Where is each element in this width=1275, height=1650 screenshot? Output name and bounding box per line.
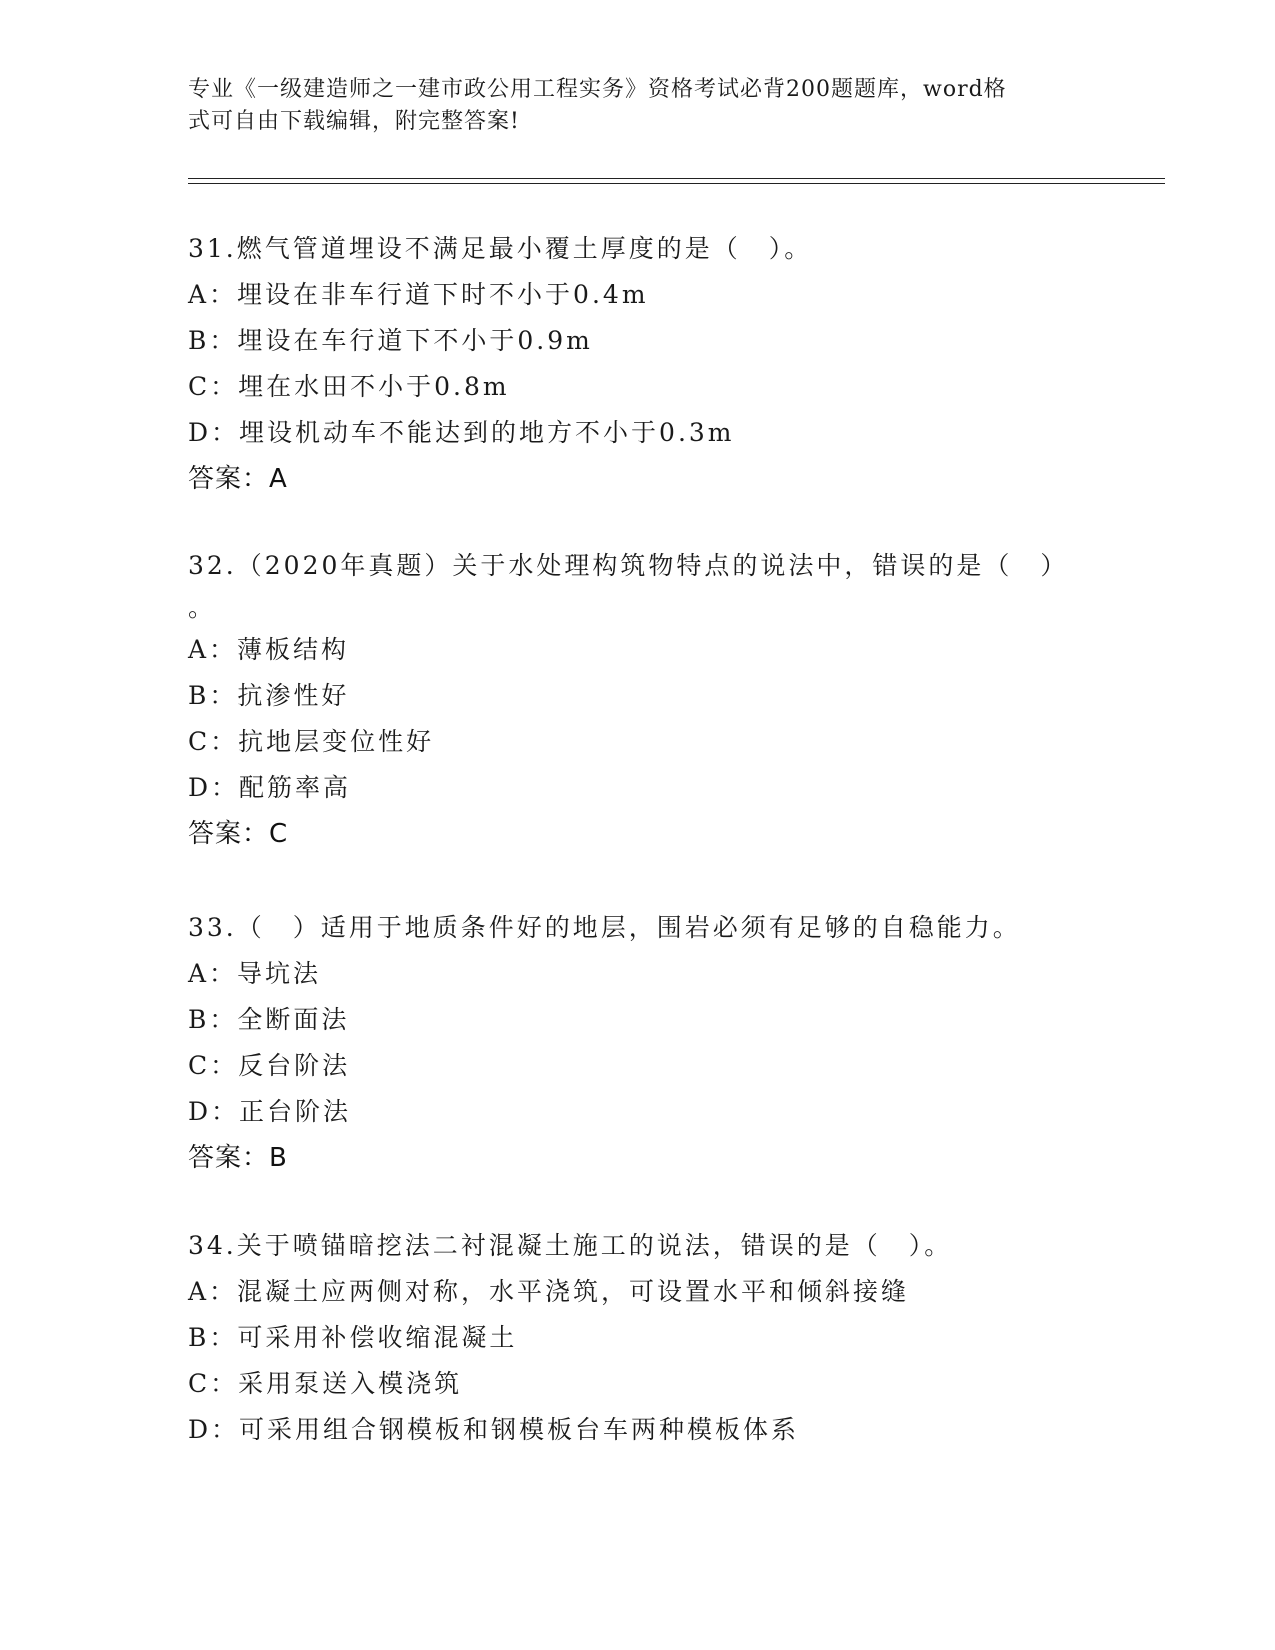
question-33 xyxy=(188,905,1088,1181)
option-c: C：反台阶法 xyxy=(188,1051,351,1080)
question-stem-continuation: 。 xyxy=(188,593,217,622)
option-b: B：全断面法 xyxy=(188,1005,350,1034)
question-32 xyxy=(188,543,1088,857)
option-a: A：混凝土应两侧对称，水平浇筑，可设置水平和倾斜接缝 xyxy=(188,1277,910,1306)
header-divider-bottom xyxy=(188,183,1165,184)
question-stem: 31.燃气管道埋设不满足最小覆土厚度的是（ ）。 xyxy=(188,234,813,263)
question-31 xyxy=(188,226,1088,502)
option-c: C：采用泵送入模浇筑 xyxy=(188,1369,463,1398)
header-line-1: 专业《一级建造师之一建市政公用工程实务》资格考试必背200题题库，word格 xyxy=(188,77,1007,102)
option-c: C：埋在水田不小于0.8m xyxy=(188,372,510,401)
option-b: B：抗渗性好 xyxy=(188,681,350,710)
document-header xyxy=(188,74,1068,138)
answer-text: 答案：B xyxy=(188,1143,288,1173)
option-a: A：导坑法 xyxy=(188,959,322,988)
option-c: C：抗地层变位性好 xyxy=(188,727,435,756)
option-d: D：正台阶法 xyxy=(188,1097,352,1126)
option-d: D：配筋率高 xyxy=(188,773,352,802)
option-b: B：可采用补偿收缩混凝土 xyxy=(188,1323,518,1352)
option-b: B：埋设在车行道下不小于0.9m xyxy=(188,326,593,355)
header-line-2: 式可自由下载编辑，附完整答案! xyxy=(188,109,520,134)
question-34 xyxy=(188,1223,1088,1453)
answer-text: 答案：A xyxy=(188,464,288,494)
header-divider-top xyxy=(188,178,1165,179)
answer-text: 答案：C xyxy=(188,819,289,849)
question-stem: 32.（2020年真题）关于水处理构筑物特点的说法中，错误的是（ ） xyxy=(188,551,1069,580)
question-stem: 33.（ ）适用于地质条件好的地层，围岩必须有足够的自稳能力。 xyxy=(188,913,1021,942)
option-d: D：可采用组合钢模板和钢模板台车两种模板体系 xyxy=(188,1415,800,1444)
question-stem: 34.关于喷锚暗挖法二衬混凝土施工的说法，错误的是（ ）。 xyxy=(188,1231,953,1260)
option-a: A：薄板结构 xyxy=(188,635,350,664)
option-a: A：埋设在非车行道下时不小于0.4m xyxy=(188,280,649,309)
option-d: D：埋设机动车不能达到的地方不小于0.3m xyxy=(188,418,735,447)
